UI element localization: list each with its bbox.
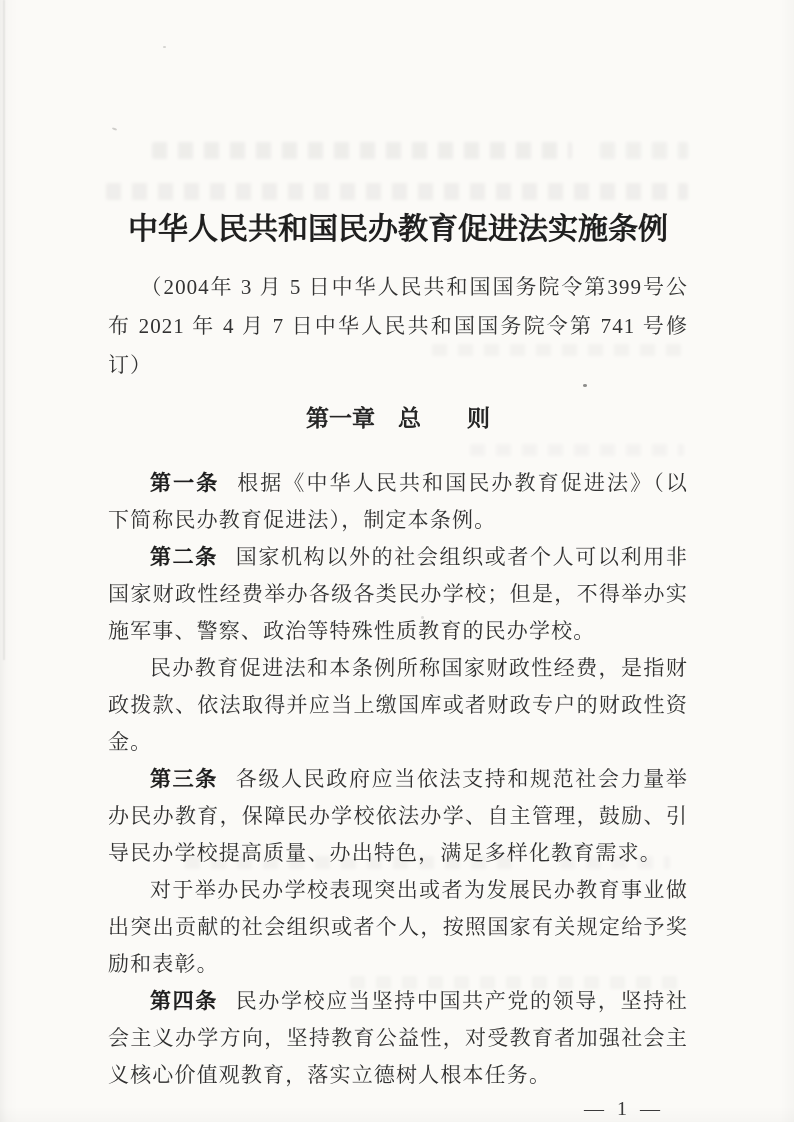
law-title: 中华人民共和国民办教育促进法实施条例 <box>128 213 668 246</box>
articles-section <box>108 465 688 1094</box>
article-paragraph <box>108 872 688 983</box>
article-paragraph <box>108 761 688 872</box>
article-paragraph <box>108 539 688 650</box>
article-number: 第四条 <box>150 989 218 1014</box>
promulgation-note: （2004年 3 月 5 日中华人民共和国国务院令第399号公布 2021 年 4 月 7 日中华人民共和国国务院令第 741 号修订） <box>108 275 688 378</box>
article-number: 第二条 <box>150 545 218 570</box>
article-number: 第一条 <box>150 471 220 496</box>
article-text: 民办学校应当坚持中国共产党的领导，坚持社会主义办学方向，坚持教育公益性，对受教育者加强社会主义核心价值观教育，落实立德树人根本任务。 <box>108 989 688 1088</box>
article-paragraph <box>108 983 688 1094</box>
article-text: 各级人民政府应当依法支持和规范社会力量举办民办教育，保障民办学校依法办学、自主管理，鼓励、引导民办学校提高质量、办出特色，满足多样化教育需求。 <box>108 767 688 866</box>
page-number: — 1 — <box>584 1098 664 1121</box>
article-text: 对于举办民办学校表现突出或者为发展民办教育事业做出突出贡献的社会组织或者个人，按照国家有关规定给予奖励和表彰。 <box>108 878 688 977</box>
article-text: 根据《中华人民共和国民办教育促进法》（以下简称民办教育促进法），制定本条例。 <box>108 471 688 533</box>
chapter-heading: 第一章 总 则 <box>306 406 490 432</box>
article-text: 民办教育促进法和本条例所称国家财政性经费，是指财政拨款、依法取得并应当上缴国库或者财政专户的财政性资金。 <box>108 656 688 755</box>
article-paragraph <box>108 650 688 761</box>
scan-edge-artifact <box>3 0 5 660</box>
article-paragraph <box>108 465 688 539</box>
article-number: 第三条 <box>150 767 218 792</box>
article-text: 国家机构以外的社会组织或者个人可以利用非国家财政性经费举办各级各类民办学校；但是，不得举办实施军事、警察、政治等特殊性质教育的民办学校。 <box>108 545 688 644</box>
document-body <box>108 0 688 1121</box>
